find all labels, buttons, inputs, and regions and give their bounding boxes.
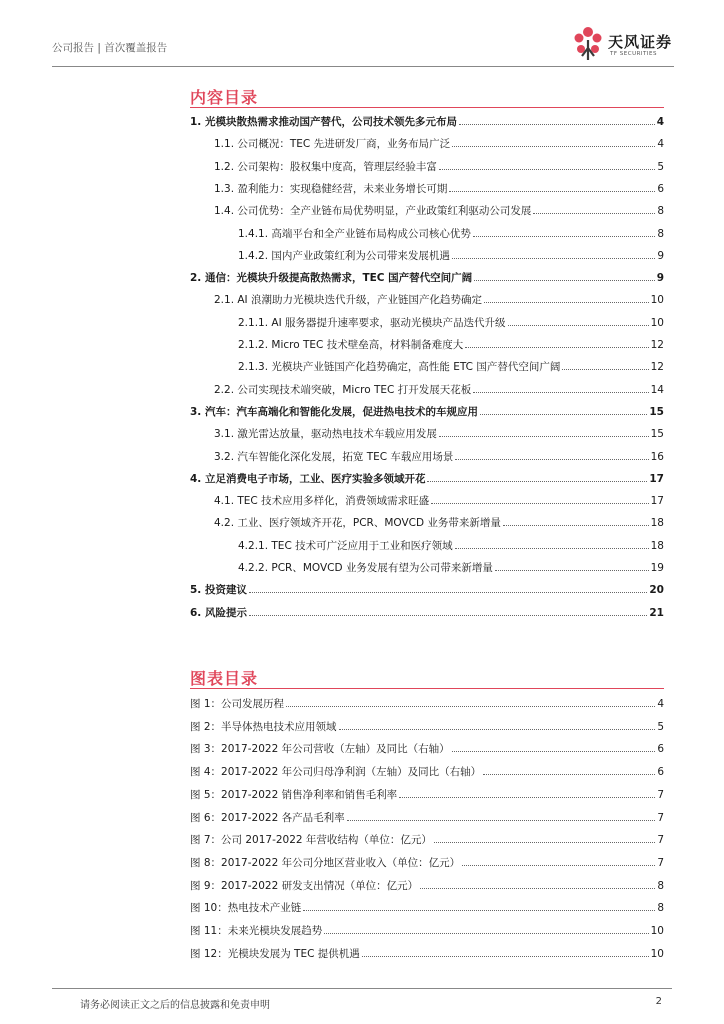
toc-entry-text: 3. 汽车：汽车高端化和智能化发展，促进热电技术的车规应用 bbox=[190, 406, 478, 418]
toc-entry-text: 1.2. 公司架构：股权集中度高，管理层经验丰富 bbox=[214, 161, 437, 173]
toc-entry-page: 8 bbox=[657, 228, 664, 240]
figure-entry[interactable] bbox=[190, 696, 664, 712]
figure-entry-page: 7 bbox=[657, 857, 664, 869]
toc-entry-page: 16 bbox=[650, 451, 664, 463]
toc-entry-page: 19 bbox=[650, 562, 664, 574]
dot-leader bbox=[431, 502, 649, 504]
toc-entry-page: 17 bbox=[650, 495, 664, 507]
dot-leader bbox=[452, 750, 656, 752]
toc-entry[interactable] bbox=[238, 560, 664, 576]
dot-leader bbox=[427, 480, 647, 482]
figures-title: 图表目录 bbox=[190, 669, 259, 688]
toc-entry-text: 1.4.2. 国内产业政策红利为公司带来发展机遇 bbox=[238, 250, 450, 262]
figure-entry-page: 10 bbox=[650, 925, 664, 937]
toc-entry-page: 15 bbox=[649, 406, 664, 418]
toc-entry[interactable] bbox=[214, 136, 664, 152]
toc-entry-text: 2.2. 公司实现技术端突破，Micro TEC 打开发展天花板 bbox=[214, 384, 472, 396]
figure-entry-page: 8 bbox=[657, 880, 664, 892]
toc-entry-text: 1.4. 公司优势：全产业链布局优势明显，产业政策红利驱动公司发展 bbox=[214, 205, 532, 217]
dot-leader bbox=[286, 705, 655, 707]
toc-entry-text: 4.1. TEC 技术应用多样化，消费领域需求旺盛 bbox=[214, 495, 430, 507]
toc-entry-page: 10 bbox=[650, 317, 664, 329]
figure-entry[interactable] bbox=[190, 900, 664, 916]
figure-entry-text: 图 4：2017-2022 年公司归母净利润（左轴）及同比（右轴） bbox=[190, 766, 482, 778]
toc-entry[interactable] bbox=[238, 226, 664, 242]
dot-leader bbox=[347, 819, 656, 821]
header-divider bbox=[52, 66, 674, 67]
figure-entry-text: 图 1：公司发展历程 bbox=[190, 698, 285, 710]
dot-leader bbox=[465, 346, 648, 348]
report-type-label: 公司报告 | 首次覆盖报告 bbox=[52, 42, 168, 54]
figure-entry[interactable] bbox=[190, 810, 664, 826]
figures-title-underline bbox=[190, 688, 664, 689]
dot-leader bbox=[249, 614, 647, 616]
toc-entry[interactable] bbox=[190, 605, 664, 621]
figure-entry[interactable] bbox=[190, 764, 664, 780]
toc-entry[interactable] bbox=[214, 493, 664, 509]
dot-leader bbox=[303, 909, 655, 911]
figure-entry[interactable] bbox=[190, 878, 664, 894]
toc-entry[interactable] bbox=[238, 538, 664, 554]
toc-entry-text: 2.1.1. AI 服务器提升速率要求，驱动光模块产品迭代升级 bbox=[238, 317, 506, 329]
toc-entry-page: 17 bbox=[649, 473, 664, 485]
footer-divider bbox=[52, 988, 672, 989]
dot-leader bbox=[503, 524, 649, 526]
toc-entry-page: 4 bbox=[657, 138, 664, 150]
dot-leader bbox=[484, 301, 649, 303]
dot-leader bbox=[533, 212, 655, 214]
toc-entry-text: 2.1.2. Micro TEC 技术壁垒高，材料制备难度大 bbox=[238, 339, 464, 351]
toc-entry-page: 18 bbox=[650, 517, 664, 529]
dot-leader bbox=[324, 932, 648, 934]
toc-entry[interactable] bbox=[214, 292, 664, 308]
toc-entry-page: 9 bbox=[657, 250, 664, 262]
dot-leader bbox=[480, 413, 647, 415]
toc-entry-text: 5. 投资建议 bbox=[190, 584, 247, 596]
dot-leader bbox=[455, 547, 649, 549]
toc-title-underline bbox=[190, 107, 664, 108]
dot-leader bbox=[455, 458, 648, 460]
dot-leader bbox=[434, 841, 655, 843]
dot-leader bbox=[562, 368, 648, 370]
toc-entry-text: 4. 立足消费电子市场，工业、医疗实验多领域开花 bbox=[190, 473, 426, 485]
dot-leader bbox=[462, 864, 655, 866]
toc-entry-page: 21 bbox=[649, 607, 664, 619]
toc-entry-page: 5 bbox=[657, 161, 664, 173]
figure-entry-text: 图 10：热电技术产业链 bbox=[190, 902, 302, 914]
toc-entry[interactable] bbox=[190, 582, 664, 598]
toc-entry-text: 4.2.1. TEC 技术可广泛应用于工业和医疗领域 bbox=[238, 540, 453, 552]
toc-entry[interactable] bbox=[214, 449, 664, 465]
toc-entry-text: 2. 通信：光模块升级提高散热需求，TEC 国产替代空间广阔 bbox=[190, 272, 473, 284]
figure-entry[interactable] bbox=[190, 946, 664, 962]
figure-entry-text: 图 5：2017-2022 销售净利率和销售毛利率 bbox=[190, 789, 398, 801]
dot-leader bbox=[508, 324, 649, 326]
figure-entry-page: 7 bbox=[657, 812, 664, 824]
figure-entry[interactable] bbox=[190, 855, 664, 871]
toc-entry[interactable] bbox=[214, 181, 664, 197]
toc-entry[interactable] bbox=[214, 382, 664, 398]
toc-entry-page: 8 bbox=[657, 205, 664, 217]
toc-entry-page: 12 bbox=[650, 339, 664, 351]
toc-entry-text: 1. 光模块散热需求推动国产替代，公司技术领先多元布局 bbox=[190, 116, 457, 128]
toc-entry-page: 9 bbox=[656, 272, 664, 284]
toc-entry-page: 4 bbox=[656, 116, 664, 128]
dot-leader bbox=[473, 235, 655, 237]
dot-leader bbox=[473, 391, 648, 393]
dot-leader bbox=[339, 728, 656, 730]
toc-entry[interactable] bbox=[190, 404, 664, 420]
dot-leader bbox=[420, 887, 655, 889]
dot-leader bbox=[474, 279, 655, 281]
figure-entry-text: 图 3：2017-2022 年公司营收（左轴）及同比（右轴） bbox=[190, 743, 450, 755]
toc-entry[interactable] bbox=[214, 515, 664, 531]
toc-entry-text: 1.4.1. 高端平台和全产业链布局构成公司核心优势 bbox=[238, 228, 471, 240]
dot-leader bbox=[362, 955, 649, 957]
figure-entry-text: 图 8：2017-2022 年公司分地区营业收入（单位：亿元） bbox=[190, 857, 461, 869]
toc-entry-text: 6. 风险提示 bbox=[190, 607, 247, 619]
figure-entry-page: 7 bbox=[657, 789, 664, 801]
dot-leader bbox=[439, 435, 649, 437]
dot-leader bbox=[495, 569, 649, 571]
page-number: 2 bbox=[655, 996, 662, 1007]
toc-entry[interactable] bbox=[238, 248, 664, 264]
toc-entry[interactable] bbox=[214, 426, 664, 442]
dot-leader bbox=[439, 168, 655, 170]
figure-entry-page: 5 bbox=[657, 721, 664, 733]
figure-entry[interactable] bbox=[190, 787, 664, 803]
dot-leader bbox=[399, 796, 655, 798]
figure-entry-text: 图 2：半导体热电技术应用领域 bbox=[190, 721, 337, 733]
figure-entry-text: 图 12：光模块发展为 TEC 提供机遇 bbox=[190, 948, 360, 960]
toc-entry[interactable] bbox=[214, 159, 664, 175]
brand-name: 天风证券 bbox=[608, 33, 673, 51]
figure-entry[interactable] bbox=[190, 741, 664, 757]
company-logo bbox=[570, 24, 674, 62]
dot-leader bbox=[459, 123, 655, 125]
dot-leader bbox=[249, 591, 647, 593]
toc-entry-page: 15 bbox=[650, 428, 664, 440]
toc-entry[interactable] bbox=[214, 203, 664, 219]
toc-entry-text: 2.1. AI 浪潮助力光模块迭代升级，产业链国产化趋势确定 bbox=[214, 294, 482, 306]
flower-logo-icon bbox=[570, 24, 606, 62]
toc-entry-text: 1.1. 公司概况：TEC 先进研发厂商，业务布局广泛 bbox=[214, 138, 451, 150]
toc-entry-page: 12 bbox=[650, 361, 664, 373]
figure-entry[interactable] bbox=[190, 923, 664, 939]
toc-entry-text: 4.2.2. PCR、MOVCD 业务发展有望为公司带来新增量 bbox=[238, 562, 493, 574]
dot-leader bbox=[449, 190, 655, 192]
figure-entry-text: 图 6：2017-2022 各产品毛利率 bbox=[190, 812, 345, 824]
figure-entry-text: 图 11：未来光模块发展趋势 bbox=[190, 925, 323, 937]
toc-entry[interactable] bbox=[238, 337, 664, 353]
dot-leader bbox=[452, 257, 655, 259]
dot-leader bbox=[452, 145, 655, 147]
toc-entry-page: 10 bbox=[650, 294, 664, 306]
toc-entry[interactable] bbox=[190, 471, 664, 487]
toc-entry-text: 3.2. 汽车智能化深化发展，拓宽 TEC 车载应用场景 bbox=[214, 451, 454, 463]
toc-entry[interactable] bbox=[238, 315, 664, 331]
toc-entry-page: 18 bbox=[650, 540, 664, 552]
figure-entry-page: 6 bbox=[657, 766, 664, 778]
figure-entry-page: 7 bbox=[657, 834, 664, 846]
figure-entry-page: 8 bbox=[657, 902, 664, 914]
figure-entry[interactable] bbox=[190, 719, 664, 735]
toc-entry[interactable] bbox=[238, 359, 664, 375]
toc-entry-text: 4.2. 工业、医疗领域齐开花，PCR、MOVCD 业务带来新增量 bbox=[214, 517, 501, 529]
figure-entry-page: 4 bbox=[657, 698, 664, 710]
toc-entry-page: 20 bbox=[649, 584, 664, 596]
figure-entry[interactable] bbox=[190, 832, 664, 848]
figure-entry-page: 10 bbox=[650, 948, 664, 960]
brand-name-en: TF SECURITIES bbox=[610, 51, 657, 57]
figure-entry-text: 图 7：公司 2017-2022 年营收结构（单位：亿元） bbox=[190, 834, 432, 846]
toc-entry[interactable] bbox=[190, 270, 664, 286]
toc-entry-text: 3.1. 激光雷达放量，驱动热电技术车载应用发展 bbox=[214, 428, 437, 440]
dot-leader bbox=[483, 773, 655, 775]
toc-title: 内容目录 bbox=[190, 88, 259, 107]
toc-entry-page: 6 bbox=[657, 183, 664, 195]
toc-entry-text: 2.1.3. 光模块产业链国产化趋势确定，高性能 ETC 国产替代空间广阔 bbox=[238, 361, 561, 373]
toc-entry-page: 14 bbox=[650, 384, 664, 396]
footer-disclaimer: 请务必阅读正文之后的信息披露和免责申明 bbox=[80, 1000, 270, 1011]
toc-entry-text: 1.3. 盈利能力：实现稳健经营，未来业务增长可期 bbox=[214, 183, 448, 195]
toc-entry[interactable] bbox=[190, 114, 664, 130]
figure-entry-text: 图 9：2017-2022 研发支出情况（单位：亿元） bbox=[190, 880, 419, 892]
figure-entry-page: 6 bbox=[657, 743, 664, 755]
